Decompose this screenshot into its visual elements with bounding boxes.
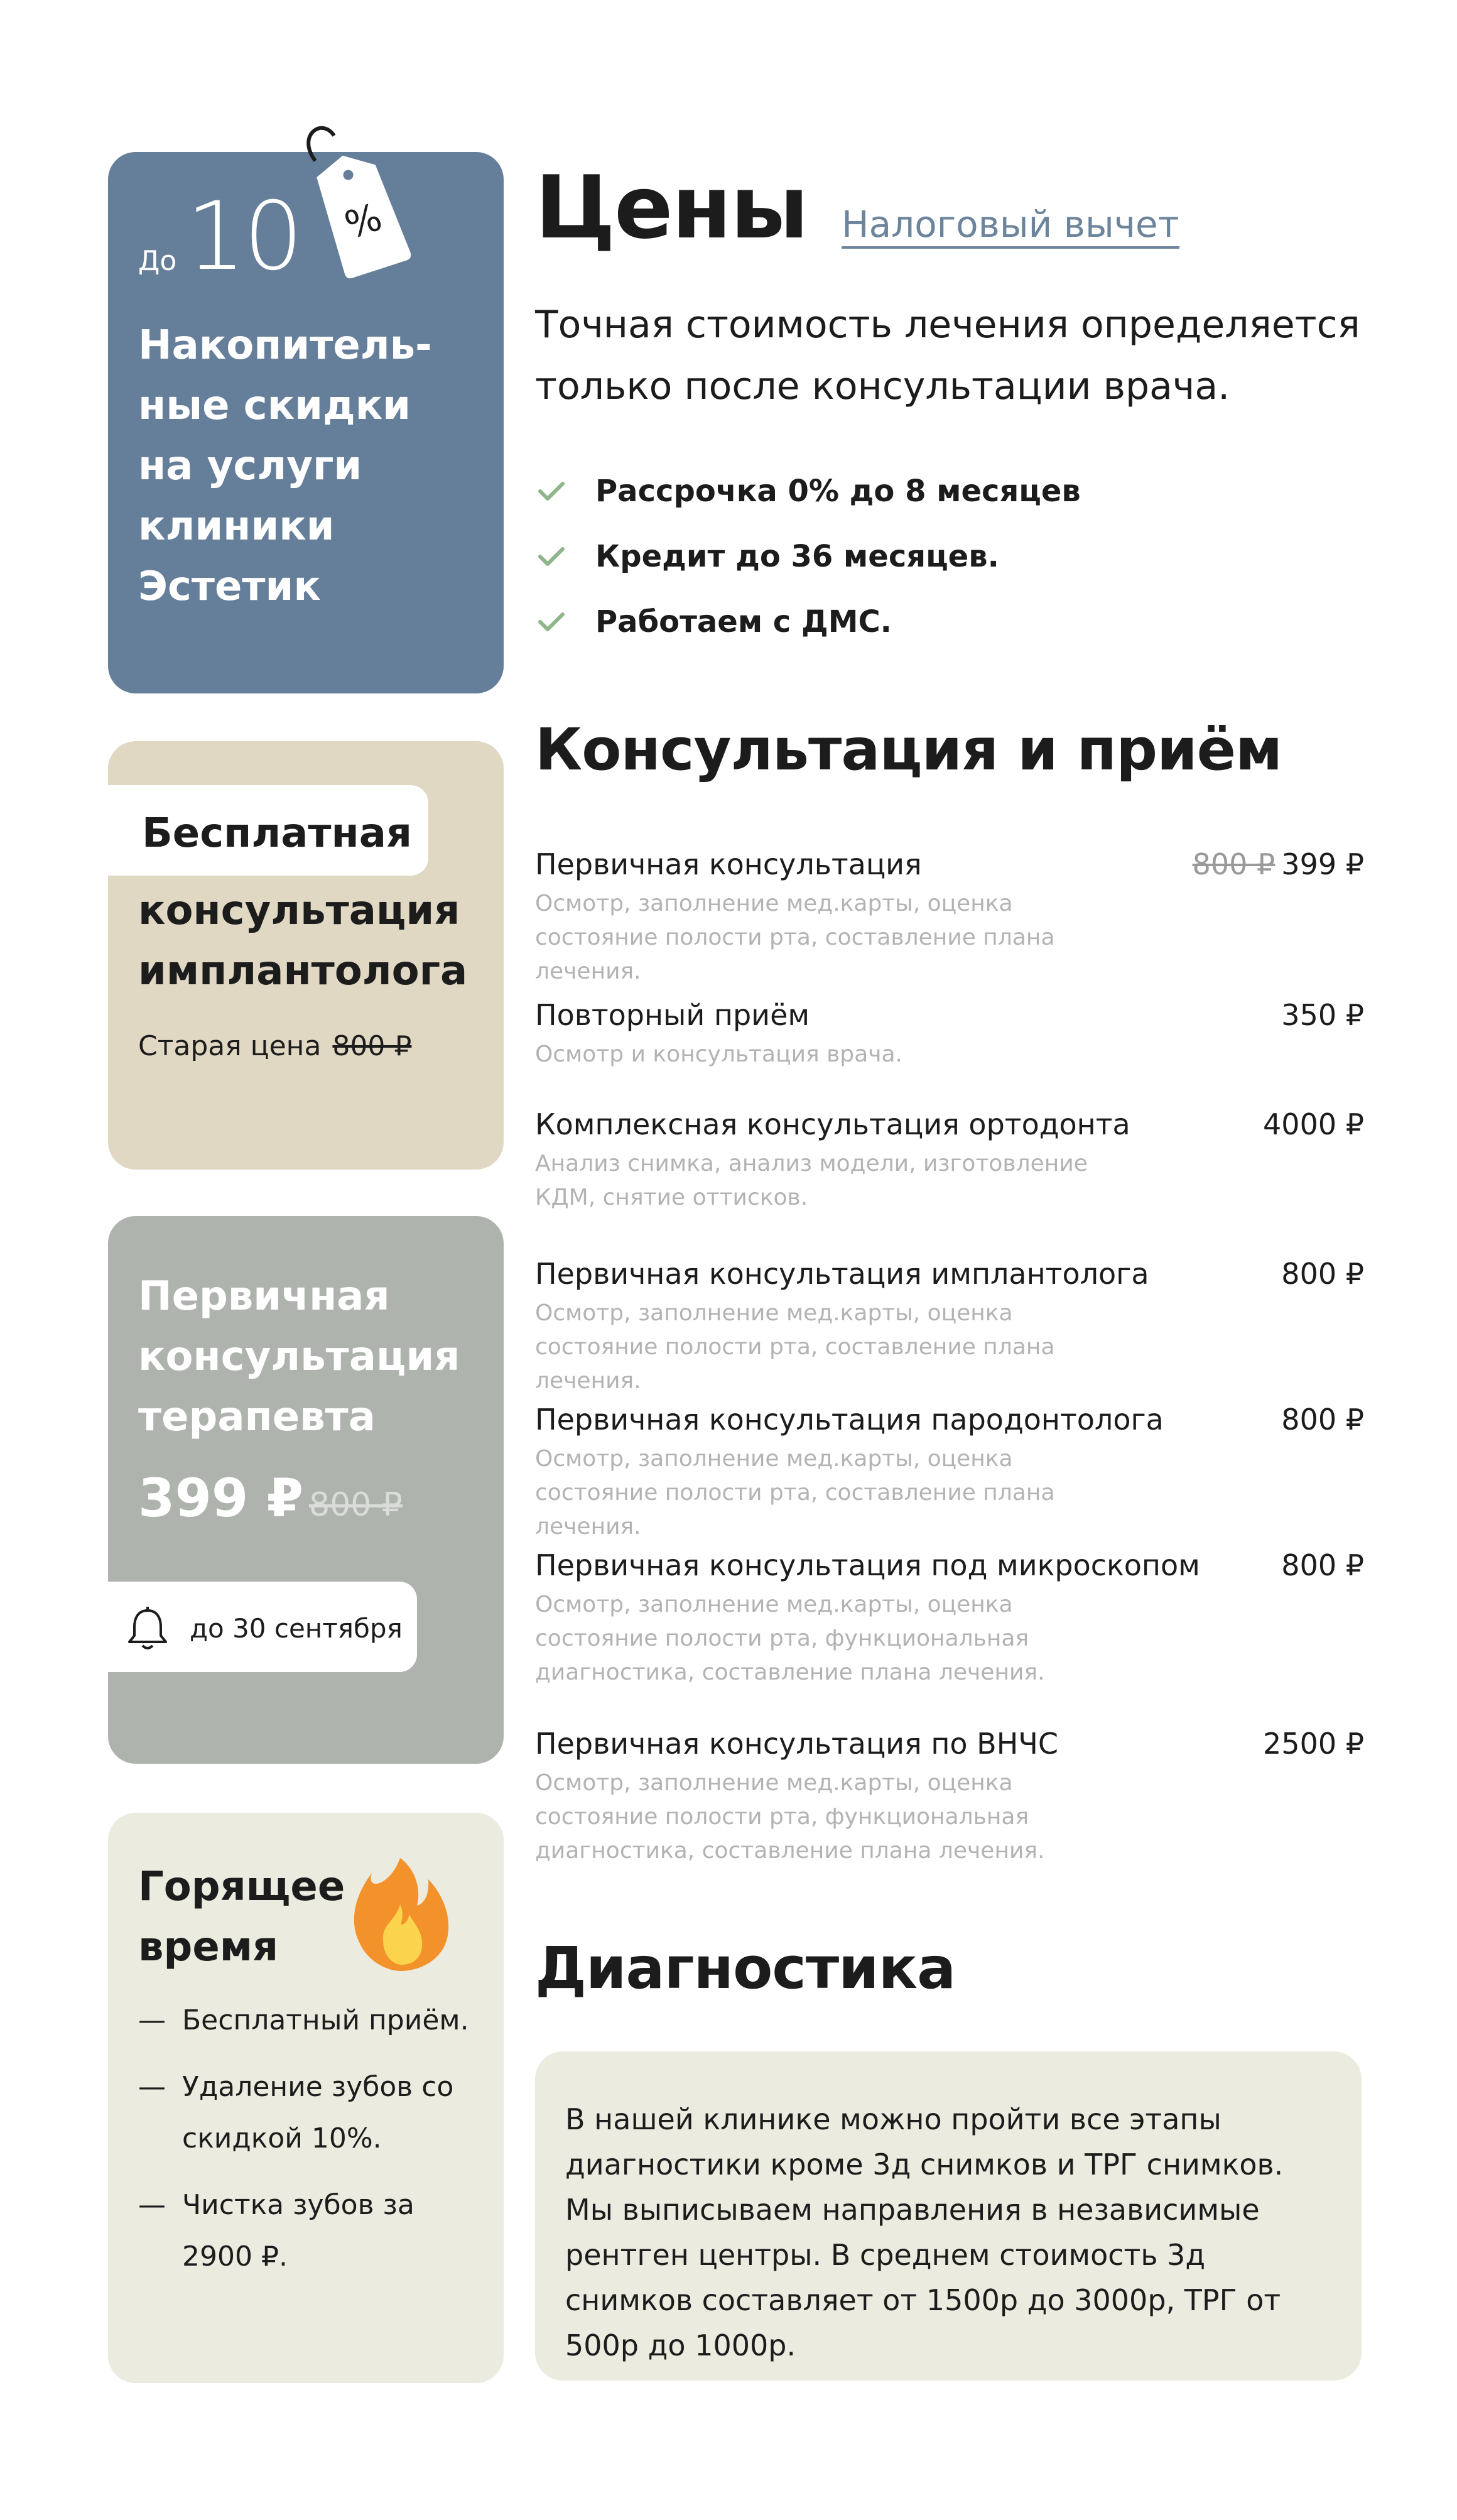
check-icon — [535, 544, 595, 569]
diagnostics-section-title: Диагностика — [535, 1935, 956, 2002]
feature-text: Рассрочка 0% до 8 месяцев — [595, 474, 1081, 509]
list-item — [138, 2061, 490, 2164]
therapist-old-price: 800 ₽ — [309, 1486, 403, 1524]
service-desc: Осмотр, заполнение мед.карты, оценка состояние полости рта, составление плана лечения. — [535, 891, 1055, 984]
diagnostics-info-box — [535, 2051, 1362, 2381]
service-name: Первичная консультация имплантолога — [535, 1257, 1149, 1291]
service-price-value: 800 ₽ — [1281, 1257, 1364, 1291]
service-desc: Осмотр, заполнение мед.карты, оценка состояние полости рта, составление плана лечения. — [535, 1446, 1055, 1540]
service-name: Первичная консультация по ВНЧС — [535, 1727, 1058, 1761]
list-dash: — — [138, 2071, 166, 2103]
service-desc: Осмотр, заполнение мед.карты, оценка состояние полости рта, функциональная диагностика, составление плана лечения. — [535, 1770, 1045, 1864]
tag-symbol: % — [339, 195, 387, 248]
feature-item — [535, 459, 1081, 524]
service-price-value: 2500 ₽ — [1263, 1727, 1364, 1761]
list-item — [138, 1995, 490, 2046]
service-item — [535, 1255, 1364, 1398]
page-title: Цены — [535, 157, 808, 258]
old-price-value: 800 ₽ — [332, 1030, 412, 1062]
free-subtitle: консультация имплантолога — [138, 888, 468, 994]
service-price-value: 800 ₽ — [1281, 1548, 1364, 1582]
fire-icon — [347, 1854, 453, 1974]
diagnostics-text: В нашей клинике можно пройти все этапы диагностики кроме 3д снимков и ТРГ снимков. Мы выписываем направления в независимые рентген центры. В среднем стоимость 3д снимков составляет от 1500р до 3000р, ТРГ от 500р до 1000р. — [565, 2102, 1284, 2362]
bell-icon — [126, 1605, 170, 1652]
old-price-label: Старая цена — [138, 1030, 322, 1062]
consultation-section-title: Консультация и приём — [535, 716, 1282, 783]
service-price — [1193, 845, 1364, 883]
feature-text: Работаем с ДМС. — [595, 604, 892, 639]
service-name: Первичная консультация — [535, 847, 922, 881]
feature-item — [535, 589, 1081, 654]
service-price-value: 800 ₽ — [1281, 1403, 1364, 1437]
free-consultation-card[interactable] — [108, 741, 504, 1170]
service-name: Первичная консультация под микроскопом — [535, 1548, 1200, 1582]
service-item — [535, 1725, 1364, 1868]
service-desc: Осмотр и консультация врача. — [535, 1041, 902, 1067]
tax-deduction-link[interactable]: Налоговый вычет — [842, 202, 1179, 249]
service-price-value: 350 ₽ — [1281, 998, 1364, 1032]
service-price-value: 4000 ₽ — [1263, 1107, 1364, 1141]
service-item — [535, 1546, 1364, 1690]
list-item-text: Чистка зубов за 2900 ₽. — [182, 2189, 414, 2273]
feature-item — [535, 524, 1081, 589]
deadline-text: до 30 сентября — [190, 1613, 403, 1644]
service-name: Повторный приём — [535, 998, 810, 1032]
hot-time-card[interactable] — [108, 1813, 504, 2383]
list-dash: — — [138, 2004, 166, 2036]
feature-text: Кредит до 36 месяцев. — [595, 539, 999, 574]
discount-card[interactable] — [108, 152, 504, 693]
old-price-line — [138, 1030, 411, 1062]
service-desc: Осмотр, заполнение мед.карты, оценка состояние полости рта, функциональная диагностика, составление плана лечения. — [535, 1592, 1045, 1685]
therapist-price: 399 ₽ — [138, 1467, 304, 1529]
service-name: Комплексная консультация ортодонта — [535, 1107, 1130, 1141]
list-dash: — — [138, 2189, 166, 2221]
service-item — [535, 996, 1364, 1072]
therapist-title: Первичная консультация терапевта — [138, 1273, 460, 1440]
hot-list — [138, 1995, 490, 2298]
service-item — [535, 845, 1364, 989]
service-desc: Анализ снимка, анализ модели, изготовление КДМ, снятие оттисков. — [535, 1151, 1088, 1210]
lead-text: Точная стоимость лечения определяется только после консультации врача. — [535, 303, 1360, 408]
check-icon — [535, 609, 595, 634]
price-tag-icon — [296, 123, 416, 286]
list-item — [138, 2180, 490, 2283]
service-desc: Осмотр, заполнение мед.карты, оценка состояние полости рта, составление плана лечения. — [535, 1300, 1055, 1394]
list-item-text: Бесплатный приём. — [182, 2004, 469, 2036]
discount-value: 10 — [186, 182, 301, 291]
service-item — [535, 1105, 1364, 1215]
list-item-text: Удаление зубов со скидкой 10%. — [182, 2071, 454, 2154]
service-price-value: 399 ₽ — [1281, 847, 1364, 881]
free-highlight: Бесплатная — [142, 810, 412, 857]
discount-title: Накопитель-ные скидки на услуги клиники Эстетик — [138, 322, 432, 610]
features-list — [535, 459, 1081, 654]
service-name: Первичная консультация пародонтолога — [535, 1403, 1164, 1437]
discount-prefix: До — [138, 245, 177, 277]
hot-title: Горящее время — [138, 1864, 345, 1970]
therapist-card[interactable] — [108, 1216, 504, 1764]
service-item — [535, 1401, 1364, 1544]
check-icon — [535, 479, 595, 504]
service-old-price: 800 ₽ — [1192, 847, 1276, 881]
